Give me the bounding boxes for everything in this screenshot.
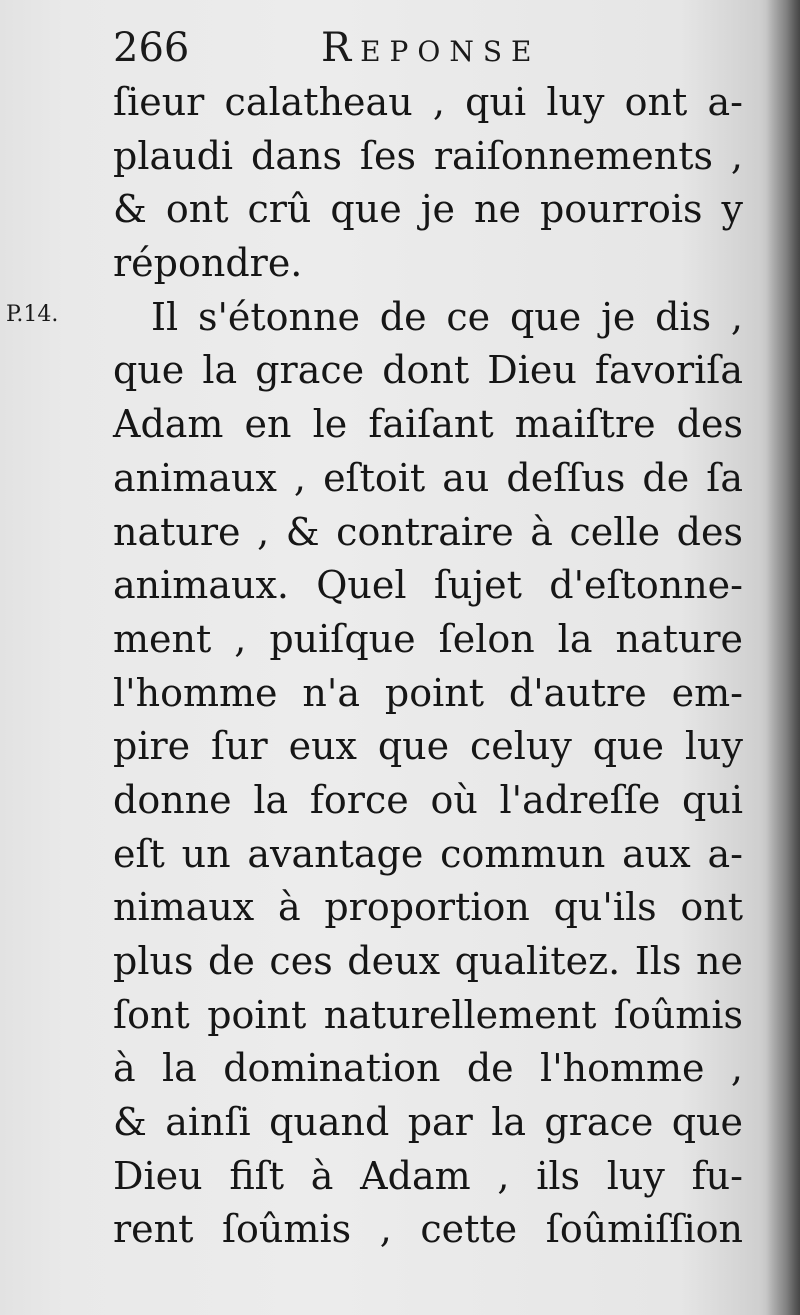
text-line: rent ſoûmis , cette ſoûmiſſion <box>113 1207 743 1252</box>
page-header <box>113 18 753 78</box>
text-line: Dieu fiſt à Adam , ils luy fu- <box>113 1153 743 1198</box>
text-line: Il s'étonne de ce que je dis , <box>151 294 743 339</box>
body-text <box>113 76 753 1257</box>
text-line: pire ſur eux que celuy que luy <box>113 724 743 769</box>
gutter-shadow <box>766 0 800 1315</box>
text-line: plaudi dans ſes raiſonnements , <box>113 133 743 178</box>
text-line: & ont crû que je ne pourrois y <box>113 187 743 232</box>
text-line: nature , & contraire à celle des <box>113 509 743 554</box>
text-line: animaux , eſtoit au deſſus de ſa <box>113 455 743 500</box>
text-line: répondre. <box>113 241 303 286</box>
text-line: ment , puiſque ſelon la nature <box>113 616 743 661</box>
margin-note: P.14. <box>6 302 59 327</box>
running-head: Reponse <box>321 25 541 71</box>
text-line: que la grace dont Dieu favoriſa <box>113 348 743 393</box>
text-line: à la domination de l'homme , <box>113 1046 743 1091</box>
text-line: Adam en le faiſant maiſtre des <box>113 402 743 447</box>
text-line: l'homme n'a point d'autre em- <box>113 670 743 715</box>
text-line: ſont point naturellement ſoûmis <box>113 992 743 1037</box>
text-line: & ainſi quand par la grace que <box>113 1100 743 1145</box>
text-line: nimaux à proportion qu'ils ont <box>113 885 743 930</box>
text-line: animaux. Quel ſujet d'eſtonne- <box>113 563 743 608</box>
text-line: donne la force où l'adreſſe qui <box>113 777 743 822</box>
page-number: 266 <box>113 25 190 71</box>
text-line: eſt un avantage commun aux a- <box>113 831 743 876</box>
text-line: plus de ces deux qualitez. Ils ne <box>113 939 743 983</box>
text-line: ſieur calatheau , qui luy ont a- <box>113 80 743 124</box>
